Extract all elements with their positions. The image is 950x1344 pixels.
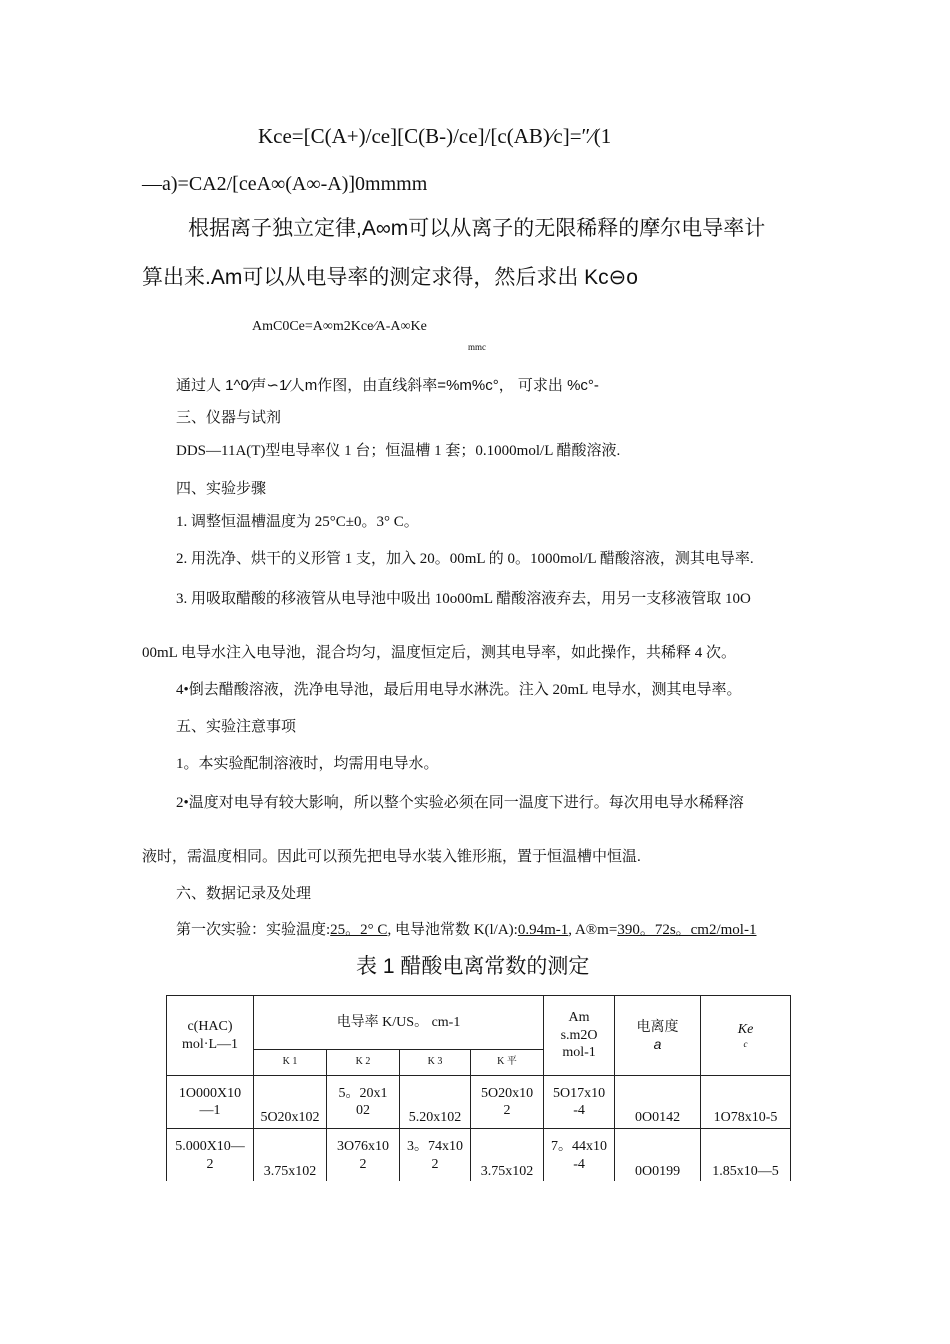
cell-constant-value: 0.94m-1 (517, 922, 569, 938)
header-k3: K 3 (400, 1050, 471, 1076)
step-3-line2: 00mL 电导水注入电导池，混合均匀，温度恒定后，测其电导率，如此操作，共稀释 4 次。 (142, 645, 737, 661)
cell-kavg: 3.75x102 (471, 1129, 544, 1183)
table-row (167, 1076, 791, 1129)
cell-am (544, 1076, 615, 1129)
step-2: 2. 用洗净、烘干的义形管 1 支，加入 20。00mL 的 0。1000mol/L 醋酸溶液，测其电导率. (176, 551, 754, 567)
limiting-conductivity-value: 390。72s。cm2/mol-1 (617, 922, 757, 938)
kc-formula-line2: —a)=CA2/[ceA∞(A∞-A)]0mmmm (142, 173, 428, 195)
acetic-acid-table (166, 995, 791, 1183)
cell-am-top: 5O17x10 (552, 1085, 606, 1101)
cell-am-top: 7。44x10 (551, 1139, 608, 1154)
experiment-temperature: 25。2° C (330, 922, 388, 938)
equation-subscript: mmc (468, 342, 486, 352)
note-1: 1。本实验配制溶液时，均需用电导水。 (176, 756, 439, 772)
cell-k3: 5.20x102 (400, 1076, 471, 1129)
cell-c-bottom: —1 (199, 1103, 221, 1118)
header-am-unit2: mol-1 (562, 1045, 596, 1061)
cell-c-top: 5.000X10— (175, 1139, 245, 1154)
paragraph-calculate: 算出来.Am可以从电导率的测定求得，然后求出 Kc⊖o (142, 266, 638, 289)
page-bottom-blank (0, 1181, 950, 1344)
section-title-data: 六、数据记录及处理 (176, 885, 312, 902)
section-title-notes: 五、实验注意事项 (176, 718, 297, 735)
cell-alpha: 0O0199 (615, 1129, 701, 1183)
cell-k2-top: 5。20x1 (338, 1085, 388, 1101)
header-alpha-label: 电离度 (636, 1018, 679, 1034)
step-1: 1. 调整恒温槽温度为 25°C±0。3° C。 (176, 514, 419, 530)
header-kc-sub: c (743, 1038, 748, 1049)
step-4: 4•倒去醋酸溶液，洗净电导池，最后用电导水淋洗。注入 20mL 电导水，测其电导率。 (176, 682, 742, 698)
header-kc-symbol: Ke (737, 1022, 754, 1038)
cell-k2-top: 3O76x10 (336, 1139, 390, 1154)
experiment-label: 第一次实验：实验温度: (176, 922, 331, 938)
header-kavg: K 平 (471, 1050, 544, 1076)
header-c: c(HAC) (187, 1019, 233, 1034)
equation-am-c0: AmC0Ce=A∞m2Kce⁄A-A∞Ke (252, 319, 427, 334)
header-am: Am (568, 1010, 590, 1026)
section-title-instruments: 三、仪器与试剂 (176, 409, 282, 426)
cell-k1: 5O20x102 (254, 1076, 327, 1129)
cell-kc: 1O78x10-5 (701, 1076, 791, 1129)
cell-alpha: 0O0142 (615, 1076, 701, 1129)
cell-c (167, 1129, 254, 1183)
cell-k2-bottom: 2 (359, 1156, 367, 1172)
cell-k3-bottom: 2 (431, 1156, 439, 1172)
cell-k3-top: 3。74x10 (407, 1139, 463, 1154)
instruments-text: DDS—11A(T)型电导率仪 1 台；恒温槽 1 套；0.1000mol/L 醋酸溶液. (176, 443, 621, 459)
experiment-conditions (176, 923, 756, 938)
header-concentration (167, 996, 254, 1076)
cell-kavg (471, 1076, 544, 1129)
limiting-conductivity-label: , A®m= (568, 922, 618, 938)
cell-c (167, 1076, 254, 1129)
cell-k3 (400, 1129, 471, 1183)
cell-constant-label: , 电导池常数 K(l/A): (387, 922, 518, 938)
cell-kc: 1.85x10—5 (701, 1129, 791, 1183)
kc-formula-line1: Kce=[C(A+)/ce][C(B-)/ce]/[c(AB)⁄c]=″⁄(1 (258, 124, 612, 148)
note-2-line1: 2•温度对电导有较大影响，所以整个实验必须在同一温度下进行。每次用电导水稀释溶 (176, 795, 744, 811)
cell-k1: 3.75x102 (254, 1129, 327, 1183)
header-kc (701, 996, 791, 1076)
paragraph-plot: 通过人 1^0⁄声∽1⁄人m作图，由直线斜率=%m%c°， 可求出 %c°- (176, 377, 599, 394)
cell-am-bottom: -4 (573, 1103, 585, 1118)
header-conductivity: 电导率 K/US。 cm-1 (254, 996, 544, 1050)
header-k2: K 2 (327, 1050, 400, 1076)
header-molar-conductivity (544, 996, 615, 1076)
cell-am-bottom: -4 (573, 1156, 585, 1172)
cell-k2 (327, 1129, 400, 1183)
section-title-steps: 四、实验步骤 (176, 480, 267, 497)
cell-c-bottom: 2 (206, 1156, 214, 1172)
note-2-line2: 液时，需温度相同。因此可以预先把电导水装入锥形瓶，置于恒温槽中恒温. (142, 849, 641, 865)
header-c-unit: mol·L—1 (182, 1036, 238, 1052)
header-am-unit1: s.m2O (560, 1027, 598, 1043)
table-caption: 表 1 醋酸电离常数的测定 (356, 955, 590, 978)
header-alpha-symbol: a (653, 1035, 662, 1052)
paragraph-ion-law: 根据离子独立定律,A∞m可以从离子的无限稀释的摩尔电导率计 (188, 217, 766, 240)
cell-kavg-top: 5O20x10 (480, 1085, 534, 1101)
cell-am (544, 1129, 615, 1183)
cell-c-top: 1O000X10 (178, 1085, 242, 1101)
cell-k2-bottom: 02 (356, 1103, 370, 1118)
table-row (167, 1129, 791, 1183)
cell-kavg-bottom: 2 (503, 1103, 511, 1118)
cell-k2 (327, 1076, 400, 1129)
step-3-line1: 3. 用吸取醋酸的移液管从电导池中吸出 10o00mL 醋酸溶液弃去，用另一支移液管取 10O (176, 591, 751, 607)
header-dissociation (615, 996, 701, 1076)
header-k1: K 1 (254, 1050, 327, 1076)
